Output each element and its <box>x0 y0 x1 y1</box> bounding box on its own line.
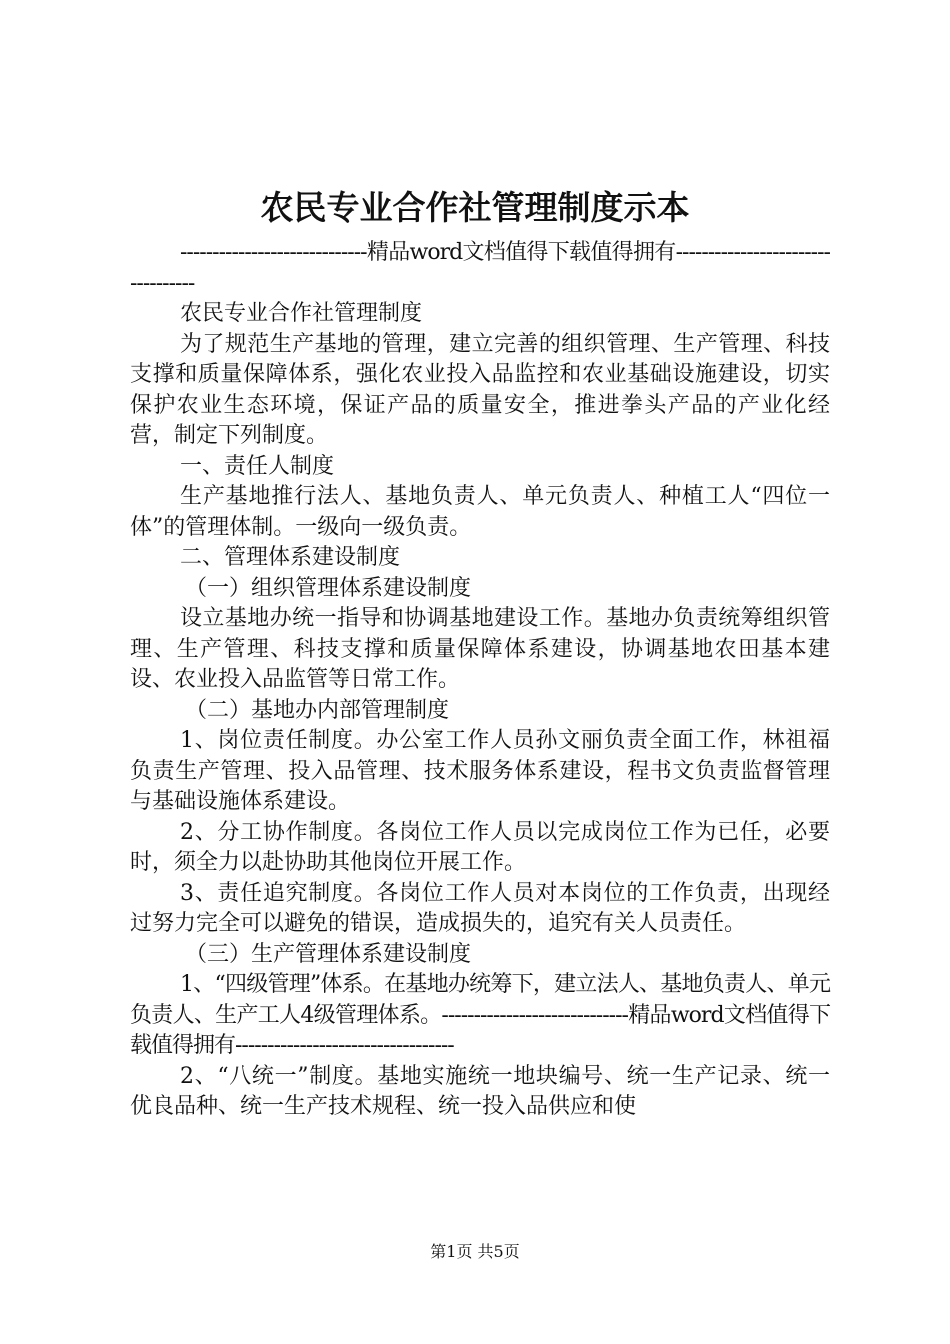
paragraph: 设立基地办统一指导和协调基地建设工作。基地办负责统筹组织管理、生产管理、科技支撑和质量保障体系建设，协调基地农田基本建设、农业投入品监管等日常工作。 <box>130 606 830 692</box>
section-heading: 二、管理体系建设制度 <box>180 545 401 570</box>
paragraph: 为了规范生产基地的管理，建立完善的组织管理、生产管理、科技支撑和质量保障体系，强化农业投入品监控和农业基础设施建设，切实保护农业生态环境，保证产品的质量安全，推进拳头产品的产业化经营，制定下列制度。 <box>130 331 830 448</box>
paragraph: 1、岗位责任制度。办公室工作人员孙文丽负责全面工作，林祖福负责生产管理、投入品管理、技术服务体系建设，程书文负责监督管理与基础设施体系建设。 <box>130 728 830 814</box>
paragraph: 生产基地推行法人、基地负责人、单元负责人、种植工人“四位一体”的管理体制。一级向一级负责。 <box>130 484 830 540</box>
document-body <box>130 238 830 1123</box>
paragraph: 3、责任追究制度。各岗位工作人员对本岗位的工作负责，出现经过努力完全可以避免的错误，造成损失的，追究有关人员责任。 <box>130 880 830 936</box>
document-title: 农民专业合作社管理制度示本 <box>260 188 690 227</box>
download-banner: -----------------------------精品word文档值得下载值得拥有---------------------------------- <box>130 240 830 296</box>
subsection-heading: （二）基地办内部管理制度 <box>185 697 450 723</box>
paragraph: 2、“八统一”制度。基地实施统一地块编号、统一生产记录、统一优良品种、统一生产技术规程、统一投入品供应和使 <box>130 1063 830 1119</box>
paragraph: 2、分工协作制度。各岗位工作人员以完成岗位工作为已任，必要时，须全力以赴协助其他岗位开展工作。 <box>130 819 830 875</box>
subsection-heading: （一）组织管理体系建设制度 <box>185 575 472 601</box>
page-footer: 第1页 共5页 <box>430 1242 520 1261</box>
paragraph: 1、“四级管理”体系。在基地办统筹下，建立法人、基地负责人、单元负责人、生产工人4级管理体系。-----------------------------精品word文档值得下载值得拥有---------------------------------- <box>130 972 830 1058</box>
section-heading: 农民专业合作社管理制度 <box>180 301 423 326</box>
subsection-heading: （三）生产管理体系建设制度 <box>185 941 472 967</box>
section-heading: 一、责任人制度 <box>180 453 335 479</box>
